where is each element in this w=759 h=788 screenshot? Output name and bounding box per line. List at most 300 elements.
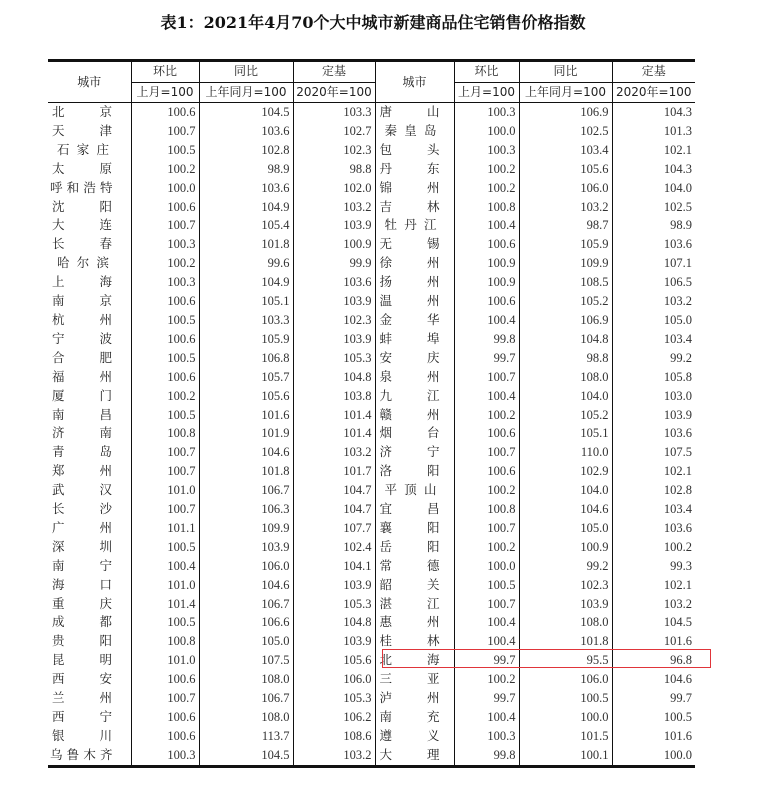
header-fixed-right: 定基: [612, 61, 695, 83]
city-cell: [375, 216, 454, 235]
city-cell: [375, 254, 454, 273]
fixed-index-cell: 105.3: [293, 689, 375, 708]
city-cell: [375, 670, 454, 689]
city-cell: [48, 557, 131, 576]
mom-index-cell: 99.7: [454, 689, 519, 708]
city-cell: [48, 576, 131, 595]
mom-index-cell: 100.3: [131, 746, 199, 766]
city-cell: [375, 538, 454, 557]
city-cell: [375, 443, 454, 462]
mom-index-cell: 99.7: [454, 651, 519, 670]
city-cell: [375, 746, 454, 766]
city-name: 杭州: [52, 311, 112, 327]
city-name: 遵义: [379, 727, 440, 743]
mom-index-cell: 100.8: [454, 198, 519, 217]
city-cell: [375, 387, 454, 406]
mom-index-cell: 100.7: [454, 368, 519, 387]
fixed-index-cell: 101.3: [612, 122, 695, 141]
mom-index-cell: 100.6: [131, 198, 199, 217]
header-city-left: 城市: [48, 61, 131, 103]
city-cell: [375, 141, 454, 160]
city-cell: [375, 462, 454, 481]
table-row: [48, 216, 695, 235]
city-name: 南京: [52, 293, 112, 309]
fixed-index-cell: 101.4: [293, 406, 375, 425]
city-name: 温州: [379, 293, 440, 309]
city-name: 沈阳: [52, 198, 112, 214]
yoy-index-cell: 104.9: [199, 273, 293, 292]
yoy-index-cell: 105.4: [199, 216, 293, 235]
fixed-index-cell: 105.6: [293, 651, 375, 670]
city-cell: [48, 216, 131, 235]
city-name: 泸州: [379, 690, 440, 706]
city-cell: [48, 519, 131, 538]
city-name: 贵阳: [52, 633, 112, 649]
table-row: [48, 708, 695, 727]
fixed-index-cell: 103.6: [293, 273, 375, 292]
price-index-table: [48, 59, 695, 768]
city-cell: [375, 122, 454, 141]
city-cell: [375, 727, 454, 746]
city-cell: [48, 103, 131, 122]
city-name: 青岛: [52, 444, 112, 460]
mom-index-cell: 100.3: [454, 141, 519, 160]
city-name: 海口: [52, 576, 112, 592]
yoy-index-cell: 100.9: [519, 538, 612, 557]
mom-index-cell: 100.6: [454, 462, 519, 481]
fixed-index-cell: 102.8: [612, 481, 695, 500]
mom-index-cell: 100.6: [454, 292, 519, 311]
city-cell: [375, 424, 454, 443]
table-row: [48, 651, 695, 670]
mom-index-cell: 100.2: [454, 160, 519, 179]
yoy-index-cell: 106.0: [519, 670, 612, 689]
mom-index-cell: 100.9: [454, 254, 519, 273]
yoy-index-cell: 101.8: [199, 235, 293, 254]
city-cell: [375, 519, 454, 538]
city-cell: [48, 387, 131, 406]
yoy-index-cell: 105.9: [199, 330, 293, 349]
mom-index-cell: 99.8: [454, 746, 519, 766]
fixed-index-cell: 103.2: [293, 443, 375, 462]
fixed-index-cell: 101.7: [293, 462, 375, 481]
city-name: 深圳: [52, 538, 112, 554]
yoy-index-cell: 110.0: [519, 443, 612, 462]
mom-index-cell: 100.5: [131, 311, 199, 330]
fixed-index-cell: 103.6: [612, 235, 695, 254]
header-fixed-base-left: 2020年=100: [293, 82, 375, 103]
mom-index-cell: 100.6: [131, 670, 199, 689]
header-fixed-base-right: 2020年=100: [612, 82, 695, 103]
table-row: [48, 311, 695, 330]
city-cell: [48, 273, 131, 292]
city-cell: [48, 443, 131, 462]
city-cell: [375, 708, 454, 727]
yoy-index-cell: 105.6: [519, 160, 612, 179]
fixed-index-cell: 100.0: [612, 746, 695, 766]
yoy-index-cell: 106.7: [199, 689, 293, 708]
yoy-index-cell: 103.4: [519, 141, 612, 160]
mom-index-cell: 100.4: [454, 311, 519, 330]
yoy-index-cell: 100.1: [519, 746, 612, 766]
fixed-index-cell: 106.5: [612, 273, 695, 292]
fixed-index-cell: 103.9: [293, 576, 375, 595]
mom-index-cell: 100.2: [454, 538, 519, 557]
table-row: [48, 198, 695, 217]
city-cell: [375, 103, 454, 122]
city-name: 扬州: [379, 274, 440, 290]
fixed-index-cell: 103.4: [612, 330, 695, 349]
city-cell: [375, 613, 454, 632]
city-name: 郑州: [52, 463, 112, 479]
yoy-index-cell: 106.0: [199, 557, 293, 576]
yoy-index-cell: 106.7: [199, 481, 293, 500]
mom-index-cell: 100.3: [454, 727, 519, 746]
yoy-index-cell: 106.6: [199, 613, 293, 632]
header-mom-base-left: 上月=100: [131, 82, 199, 103]
fixed-index-cell: 103.2: [293, 746, 375, 766]
mom-index-cell: 100.6: [131, 292, 199, 311]
fixed-index-cell: 102.1: [612, 462, 695, 481]
fixed-index-cell: 106.2: [293, 708, 375, 727]
yoy-index-cell: 95.5: [519, 651, 612, 670]
city-name: 广州: [52, 519, 112, 535]
yoy-index-cell: 102.3: [519, 576, 612, 595]
yoy-index-cell: 105.2: [519, 406, 612, 425]
city-cell: [48, 632, 131, 651]
city-cell: [48, 368, 131, 387]
mom-index-cell: 100.6: [131, 330, 199, 349]
table-row: [48, 689, 695, 708]
yoy-index-cell: 108.0: [519, 368, 612, 387]
city-name: 上海: [52, 274, 112, 290]
mom-index-cell: 100.5: [131, 349, 199, 368]
city-name: 大理: [379, 746, 440, 762]
city-cell: [375, 292, 454, 311]
mom-index-cell: 100.8: [454, 500, 519, 519]
yoy-index-cell: 103.6: [199, 179, 293, 198]
mom-index-cell: 100.4: [454, 632, 519, 651]
mom-index-cell: 100.2: [131, 254, 199, 273]
fixed-index-cell: 98.9: [612, 216, 695, 235]
city-cell: [48, 538, 131, 557]
yoy-index-cell: 108.0: [199, 670, 293, 689]
city-name: 蚌埠: [379, 330, 440, 346]
yoy-index-cell: 104.5: [199, 746, 293, 766]
city-name: 长沙: [52, 501, 112, 517]
fixed-index-cell: 103.4: [612, 500, 695, 519]
yoy-index-cell: 101.8: [519, 632, 612, 651]
fixed-index-cell: 102.4: [293, 538, 375, 557]
mom-index-cell: 100.7: [454, 519, 519, 538]
yoy-index-cell: 105.9: [519, 235, 612, 254]
city-cell: [48, 179, 131, 198]
yoy-index-cell: 101.6: [199, 406, 293, 425]
city-name: 西安: [52, 671, 112, 687]
fixed-index-cell: 105.0: [612, 311, 695, 330]
table-title: 表1：2021年4月70个大中城市新建商品住宅销售价格指数: [160, 13, 586, 32]
table-row: [48, 613, 695, 632]
mom-index-cell: 100.6: [454, 424, 519, 443]
mom-index-cell: 100.8: [131, 424, 199, 443]
city-name: 南宁: [52, 557, 112, 573]
header-mom-base-right: 上月=100: [454, 82, 519, 103]
mom-index-cell: 100.2: [454, 481, 519, 500]
mom-index-cell: 100.7: [131, 122, 199, 141]
yoy-index-cell: 104.6: [199, 443, 293, 462]
yoy-index-cell: 103.6: [199, 122, 293, 141]
yoy-index-cell: 106.7: [199, 595, 293, 614]
city-cell: [48, 424, 131, 443]
table-row: [48, 122, 695, 141]
fixed-index-cell: 104.1: [293, 557, 375, 576]
mom-index-cell: 100.5: [131, 538, 199, 557]
city-name: 襄阳: [379, 519, 440, 535]
city-name: 无锡: [379, 236, 440, 252]
city-name: 韶关: [379, 576, 440, 592]
city-cell: [48, 330, 131, 349]
yoy-index-cell: 109.9: [519, 254, 612, 273]
city-cell: [48, 708, 131, 727]
city-name: 北海: [379, 652, 440, 668]
city-name: 泉州: [379, 368, 440, 384]
mom-index-cell: 101.0: [131, 576, 199, 595]
mom-index-cell: 100.2: [131, 160, 199, 179]
mom-index-cell: 100.6: [131, 103, 199, 122]
mom-index-cell: 100.7: [131, 462, 199, 481]
city-cell: [48, 746, 131, 766]
table-row: [48, 179, 695, 198]
yoy-index-cell: 108.0: [199, 708, 293, 727]
mom-index-cell: 100.2: [131, 387, 199, 406]
city-cell: [375, 481, 454, 500]
mom-index-cell: 99.8: [454, 330, 519, 349]
city-name: 大连: [52, 217, 112, 233]
fixed-index-cell: 103.2: [293, 198, 375, 217]
city-name: 合肥: [52, 349, 112, 365]
header-city-right: 城市: [375, 61, 454, 103]
mom-index-cell: 100.2: [454, 179, 519, 198]
yoy-index-cell: 98.7: [519, 216, 612, 235]
city-cell: [48, 670, 131, 689]
mom-index-cell: 100.0: [454, 122, 519, 141]
fixed-index-cell: 104.0: [612, 179, 695, 198]
city-cell: [48, 595, 131, 614]
city-cell: [375, 330, 454, 349]
yoy-index-cell: 103.9: [519, 595, 612, 614]
city-cell: [375, 651, 454, 670]
fixed-index-cell: 106.0: [293, 670, 375, 689]
fixed-index-cell: 104.7: [293, 481, 375, 500]
mom-index-cell: 101.4: [131, 595, 199, 614]
fixed-index-cell: 100.2: [612, 538, 695, 557]
fixed-index-cell: 104.6: [612, 670, 695, 689]
table-row: [48, 443, 695, 462]
yoy-index-cell: 108.5: [519, 273, 612, 292]
city-cell: [48, 651, 131, 670]
city-cell: [48, 500, 131, 519]
fixed-index-cell: 103.8: [293, 387, 375, 406]
header-yoy-left: 同比: [199, 61, 293, 83]
yoy-index-cell: 101.8: [199, 462, 293, 481]
city-name: 长春: [52, 236, 112, 252]
city-cell: [375, 368, 454, 387]
city-cell: [48, 481, 131, 500]
table-row: [48, 160, 695, 179]
fixed-index-cell: 101.6: [612, 632, 695, 651]
fixed-index-cell: 104.3: [612, 103, 695, 122]
table-row: [48, 387, 695, 406]
yoy-index-cell: 99.2: [519, 557, 612, 576]
fixed-index-cell: 103.6: [612, 519, 695, 538]
city-name: 乌鲁木齐: [50, 746, 112, 762]
city-name: 成都: [52, 614, 112, 630]
city-name: 西宁: [52, 709, 112, 724]
city-cell: [48, 141, 131, 160]
table-row: [48, 273, 695, 292]
fixed-index-cell: 103.2: [612, 595, 695, 614]
mom-index-cell: 100.4: [454, 708, 519, 727]
mom-index-cell: 100.7: [131, 443, 199, 462]
header-yoy-base-right: 上年同月=100: [519, 82, 612, 103]
city-name: 宁波: [52, 330, 112, 346]
table-row: [48, 519, 695, 538]
table-row: [48, 406, 695, 425]
fixed-index-cell: 107.1: [612, 254, 695, 273]
city-name: 惠州: [379, 614, 440, 630]
city-cell: [48, 198, 131, 217]
mom-index-cell: 100.9: [454, 273, 519, 292]
city-name: 平顶山: [384, 482, 437, 498]
city-name: 昆明: [52, 652, 112, 668]
yoy-index-cell: 100.0: [519, 708, 612, 727]
city-name: 天津: [52, 122, 112, 138]
mom-index-cell: 100.7: [131, 500, 199, 519]
table-row: [48, 557, 695, 576]
table-row: [48, 500, 695, 519]
mom-index-cell: 100.5: [131, 613, 199, 632]
mom-index-cell: 100.4: [454, 613, 519, 632]
mom-index-cell: 100.6: [131, 368, 199, 387]
table-row: [48, 538, 695, 557]
yoy-index-cell: 108.0: [519, 613, 612, 632]
yoy-index-cell: 101.5: [519, 727, 612, 746]
city-cell: [48, 613, 131, 632]
yoy-index-cell: 105.6: [199, 387, 293, 406]
yoy-index-cell: 103.2: [519, 198, 612, 217]
fixed-index-cell: 102.7: [293, 122, 375, 141]
city-name: 洛阳: [379, 463, 440, 479]
mom-index-cell: 100.7: [131, 216, 199, 235]
city-cell: [48, 160, 131, 179]
table-row: [48, 254, 695, 273]
city-name: 福州: [52, 368, 112, 384]
fixed-index-cell: 102.3: [293, 311, 375, 330]
fixed-index-cell: 103.9: [293, 330, 375, 349]
city-name: 湛江: [379, 595, 440, 611]
yoy-index-cell: 106.8: [199, 349, 293, 368]
mom-index-cell: 100.8: [131, 632, 199, 651]
yoy-index-cell: 105.0: [199, 632, 293, 651]
city-name: 呼和浩特: [50, 179, 112, 195]
city-cell: [375, 273, 454, 292]
city-name: 武汉: [52, 482, 112, 498]
city-cell: [48, 235, 131, 254]
fixed-index-cell: 101.6: [612, 727, 695, 746]
city-name: 九江: [379, 387, 440, 403]
yoy-index-cell: 98.8: [519, 349, 612, 368]
table-row: [48, 746, 695, 766]
yoy-index-cell: 105.7: [199, 368, 293, 387]
mom-index-cell: 100.4: [454, 387, 519, 406]
city-cell: [375, 179, 454, 198]
mom-index-cell: 100.7: [131, 689, 199, 708]
yoy-index-cell: 99.6: [199, 254, 293, 273]
table-row: [48, 727, 695, 746]
city-cell: [48, 727, 131, 746]
table-row: [48, 462, 695, 481]
mom-index-cell: 100.7: [454, 443, 519, 462]
fixed-index-cell: 104.8: [293, 368, 375, 387]
table-body: [48, 103, 695, 767]
fixed-index-cell: 100.5: [612, 708, 695, 727]
city-name: 石家庄: [57, 141, 109, 157]
city-cell: [375, 198, 454, 217]
city-cell: [375, 632, 454, 651]
header-mom-left: 环比: [131, 61, 199, 83]
mom-index-cell: 101.1: [131, 519, 199, 538]
fixed-index-cell: 96.8: [612, 651, 695, 670]
table-row: [48, 292, 695, 311]
city-name: 重庆: [52, 595, 112, 611]
yoy-index-cell: 106.3: [199, 500, 293, 519]
city-cell: [48, 122, 131, 141]
header-fixed-left: 定基: [293, 61, 375, 83]
mom-index-cell: 100.0: [454, 557, 519, 576]
table-row: [48, 424, 695, 443]
city-name: 牡丹江: [384, 217, 437, 233]
yoy-index-cell: 105.0: [519, 519, 612, 538]
fixed-index-cell: 103.9: [293, 292, 375, 311]
fixed-index-cell: 103.9: [612, 406, 695, 425]
yoy-index-cell: 113.7: [199, 727, 293, 746]
city-name: 兰州: [52, 690, 112, 706]
city-name: 济宁: [379, 444, 440, 460]
fixed-index-cell: 108.6: [293, 727, 375, 746]
city-name: 吉林: [379, 198, 440, 214]
mom-index-cell: 100.7: [454, 595, 519, 614]
fixed-index-cell: 104.5: [612, 613, 695, 632]
yoy-index-cell: 104.8: [519, 330, 612, 349]
mom-index-cell: 100.6: [131, 727, 199, 746]
yoy-index-cell: 105.1: [199, 292, 293, 311]
city-name: 桂林: [379, 633, 440, 649]
header-yoy-base-left: 上年同月=100: [199, 82, 293, 103]
fixed-index-cell: 99.7: [612, 689, 695, 708]
city-cell: [375, 349, 454, 368]
yoy-index-cell: 104.6: [519, 500, 612, 519]
yoy-index-cell: 104.9: [199, 198, 293, 217]
table-row: [48, 103, 695, 122]
city-name: 宜昌: [379, 501, 440, 517]
yoy-index-cell: 100.5: [519, 689, 612, 708]
table-row: [48, 632, 695, 651]
mom-index-cell: 100.5: [454, 576, 519, 595]
city-cell: [375, 595, 454, 614]
city-name: 秦皇岛: [384, 122, 437, 138]
table-row: [48, 349, 695, 368]
city-name: 赣州: [379, 406, 440, 422]
